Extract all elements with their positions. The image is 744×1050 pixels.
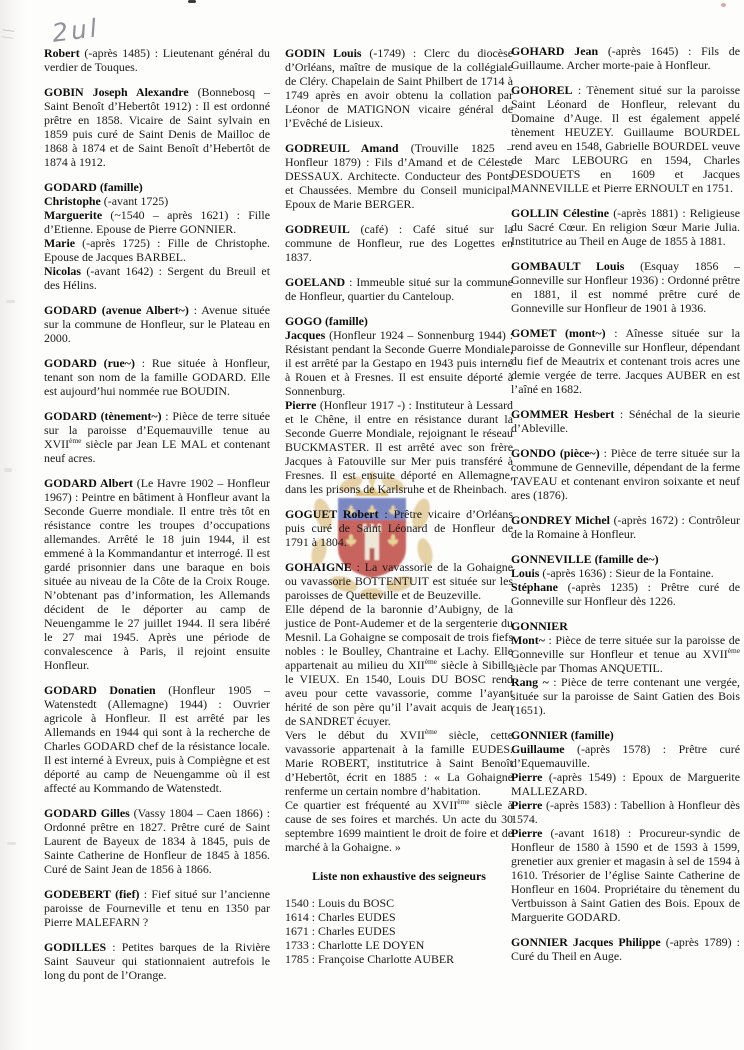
entry-headword: GOELAND bbox=[285, 275, 346, 289]
entry-text: : Prêtre vicaire d’Orléans puis curé de Saint Léonard de Honfleur de 1791 à 1804. bbox=[285, 507, 513, 549]
entry-text: (-après 1485) : Lieutenant général du verdier de Touques. bbox=[44, 46, 270, 74]
entry-text: 1733 : Charlotte LE DOYEN bbox=[285, 938, 425, 952]
dictionary-entry bbox=[511, 206, 740, 248]
entry-text: (-après 1725) : Fille de Christophe. Epouse de Jacques BARBEL. bbox=[44, 236, 270, 264]
dictionary-entry bbox=[511, 513, 740, 541]
entry-paragraph bbox=[511, 206, 740, 248]
dictionary-entry bbox=[285, 46, 513, 130]
entry-text: : Aînesse située sur la paroisse de Gonneville sur Honfleur, dépendant du fief de Meautrix et contenant trois acres une demie vergée de terre. Jacques AUBER en est l’aîné en 1682. bbox=[511, 326, 740, 396]
ordinal-superscript: ème bbox=[457, 797, 470, 807]
entry-paragraph bbox=[511, 770, 740, 798]
entry-text: : Rue située à Honfleur, tenant son nom de la famille GODARD. Elle est aujourd’hui nommée rue BOUDIN. bbox=[44, 356, 270, 398]
entry-headword: Marie bbox=[44, 236, 76, 250]
dictionary-entry bbox=[285, 507, 513, 549]
entry-paragraph bbox=[44, 356, 270, 398]
dictionary-entry bbox=[511, 552, 740, 608]
ordinal-superscript: ème bbox=[727, 646, 740, 656]
entry-text: (-avant 1725) bbox=[100, 194, 169, 208]
entry-paragraph bbox=[511, 798, 740, 826]
dictionary-entry bbox=[285, 141, 513, 211]
dictionary-entry bbox=[511, 326, 740, 396]
entry-paragraph bbox=[511, 83, 740, 195]
dictionary-entry bbox=[511, 407, 740, 435]
entry-paragraph bbox=[44, 887, 270, 929]
entry-headword: GODARD (rue~) bbox=[44, 356, 135, 370]
entry-text: (Honfleur 1917 -) : Instituteur à Lessard et le Chêne, il entre en résistance durant la Seconde Guerre Mondiale, rejoignant le réseau BUCKMASTER. Il est arrêté avec son frère Jacques à Fatouville sur Mer puis transféré à Fresnes. Il est ensuite déporté en Allemagne, dans les prisons de Karlsruhe et de Rheinbach. bbox=[285, 398, 513, 496]
entry-text: (-après 1645) : Fils de Guillaume. Archer morte-paie à Honfleur. bbox=[511, 44, 740, 72]
ordinal-superscript: ème bbox=[424, 727, 438, 737]
entry-headword: GODARD (famille) bbox=[44, 180, 143, 194]
entry-text: Vers le début du XVII bbox=[285, 728, 425, 742]
entry-text: : La vavassorie de la Gohaigne ou vavassorie BOTTENTUIT est située sur les paroisses de Quetteville et de Beuzeville. bbox=[285, 560, 513, 602]
entry-paragraph bbox=[44, 940, 270, 982]
entry-text: siècle à Sibille le VIEUX. En 1540, Louis DU BOSC rend aveu pour cette vavassorie, comme l’ayant hérité de son père qu’il l’avait acquis de Jean de SANDRET écuyer. bbox=[285, 658, 513, 728]
dictionary-entry bbox=[44, 940, 270, 982]
entry-paragraph bbox=[285, 602, 513, 728]
entry-paragraph bbox=[285, 507, 513, 549]
entry-text: (-après 1549) : Epoux de Marguerite MALLEZARD. bbox=[511, 770, 740, 798]
entry-headword: Marguerite bbox=[44, 208, 103, 222]
entry-text: (café) : Café situé sur la commune de Honfleur, rue des Logettes en 1837. bbox=[285, 222, 513, 264]
entry-paragraph bbox=[285, 560, 513, 602]
dictionary-entry bbox=[285, 314, 513, 496]
entry-text: : Avenue située sur la commune de Honfleur, sur le Plateau en 2000. bbox=[44, 303, 270, 345]
dictionary-entry bbox=[285, 869, 513, 883]
dictionary-entry bbox=[285, 222, 513, 264]
entry-headword: Guillaume bbox=[511, 742, 565, 756]
entry-paragraph bbox=[511, 742, 740, 770]
column-left bbox=[44, 46, 270, 982]
entry-text: (-après 1578) : Prêtre curé d’Equemauville. bbox=[511, 742, 740, 770]
entry-headword: Pierre bbox=[511, 826, 543, 840]
entry-headword: GODREUIL Amand bbox=[285, 141, 399, 155]
entry-paragraph bbox=[285, 728, 513, 798]
entry-text: : Pièce de terre située sur la commune de Genneville, dépendant de la ferme TAVEAU et contenant environ soixante et neuf ares (1876). bbox=[511, 446, 740, 502]
dictionary-entry bbox=[511, 259, 740, 315]
entry-paragraph bbox=[285, 314, 513, 328]
entry-text: (-après 1881) : Religieuse du Sacré Cœur. En religion Sœur Marie Julia. Institutrice au Theil en Auge de 1855 à 1881. bbox=[511, 206, 740, 248]
entry-text: (-avant 1618) : Procureur-syndic de Honfleur de 1580 à 1590 et de 1593 à 1599, grenetier aux grenier et magasin à sel de 1594 à 1610. Trésorier de l’église Sainte Catherine de Honfleur en 1604. Propriétaire du tènement du Vertbuisson à Saint Gatien des Bois. Epoux de Marguerite GODARD. bbox=[511, 826, 740, 924]
entry-paragraph bbox=[511, 935, 740, 963]
entry-paragraph bbox=[511, 633, 740, 675]
entry-headword: Pierre bbox=[511, 798, 543, 812]
entry-headword: GOLLIN Célestine bbox=[511, 206, 609, 220]
entry-paragraph bbox=[44, 236, 270, 264]
scan-smudge bbox=[6, 300, 15, 303]
entry-headword: GOBIN Joseph Alexandre bbox=[44, 85, 189, 99]
entry-paragraph bbox=[511, 619, 740, 633]
entry-headword: GONNIER (famille) bbox=[511, 728, 614, 742]
entry-headword: GOGO (famille) bbox=[285, 314, 368, 328]
entry-text: 1614 : Charles EUDES bbox=[285, 910, 396, 924]
entry-paragraph bbox=[285, 896, 513, 910]
entry-text: (-1749) : Clerc du diocèse d’Orléans, maître de musique de la collégiale de Cléry. Chapelain de Saint Philbert de 1714 à 1749 après en avoir obtenu la collation par Léonor de MATIGNON vicaire général de l’Evêché de Lisieux. bbox=[285, 46, 513, 130]
entry-paragraph bbox=[511, 728, 740, 742]
entry-paragraph bbox=[511, 552, 740, 566]
dictionary-entry bbox=[44, 806, 270, 876]
entry-paragraph bbox=[285, 869, 513, 883]
entry-paragraph bbox=[44, 85, 270, 169]
entry-text: siècle par Thomas ANQUETIL. bbox=[511, 661, 663, 675]
entry-paragraph bbox=[285, 46, 513, 130]
dictionary-entry bbox=[285, 275, 513, 303]
dictionary-entry bbox=[511, 44, 740, 72]
entry-paragraph bbox=[511, 566, 740, 580]
entry-text: : Pièce de terre contenant une vergée, située sur la paroisse de Saint Gatien des Bois (1651). bbox=[511, 675, 740, 717]
entry-text: siècle par Jean LE MAL et contenant neuf acres. bbox=[44, 437, 270, 465]
entry-text: : Immeuble situé sur la commune de Honfleur, quartier du Canteloup. bbox=[285, 275, 513, 303]
dictionary-entry bbox=[511, 83, 740, 195]
dictionary-entry bbox=[511, 446, 740, 502]
entry-headword: GODARD Donatien bbox=[44, 683, 156, 697]
entry-headword: Christophe bbox=[44, 194, 101, 208]
entry-headword: GONNEVILLE (famille de~) bbox=[511, 552, 659, 566]
entry-text: 1540 : Louis du BOSC bbox=[285, 896, 395, 910]
entry-headword: GOHAIGNE bbox=[285, 560, 352, 574]
entry-text: (~1540 – après 1621) : Fille d’Etienne. Epouse de Pierre GONNIER. bbox=[44, 208, 270, 236]
entry-paragraph bbox=[285, 910, 513, 924]
dictionary-entry bbox=[44, 683, 270, 795]
entry-paragraph bbox=[511, 513, 740, 541]
scan-smudge bbox=[4, 468, 12, 472]
entry-paragraph bbox=[44, 806, 270, 876]
entry-text: siècle, cette vavassorie appartenait à la famille EUDES. Marie ROBERT, institutrice à Saint Benoît d’Hebertôt, écrit en 1885 : « La Gohaigne renferme un certain nombre d’habitation. bbox=[285, 728, 513, 798]
dictionary-entry bbox=[44, 476, 270, 672]
entry-paragraph bbox=[285, 275, 513, 303]
scan-smudge bbox=[7, 842, 16, 845]
entry-headword: Jacques bbox=[285, 328, 326, 342]
entry-paragraph bbox=[285, 924, 513, 938]
entry-text: 1785 : Françoise Charlotte AUBER bbox=[285, 952, 455, 966]
entry-headword: GODREUIL bbox=[285, 222, 350, 236]
dictionary-entry bbox=[44, 85, 270, 169]
entry-headword: GODARD (tènement~) bbox=[44, 409, 162, 423]
dictionary-entry bbox=[285, 896, 513, 966]
dictionary-entry bbox=[44, 180, 270, 292]
entry-text: (Le Havre 1902 – Honfleur 1967) : Peintre en bâtiment à Honfleur avant la Seconde Guerre mondiale. Il entre très tôt en résistance contre les troupes d’occupations allemandes. Arrêté le 18 juin 1944, il est emmené à la Kommandantur et interrogé. Il est gardé prisonnier dans une baraque en bois située au niveau de la Côte de la Croix Rouge. N’obtenant pas d’information, les Allemands décident de le déporter au camp de Neuengamme le 27 juillet 1944. Il sera libéré le 27 mai 1945. Après une période de convalescence à Paris, il rejoint ensuite Honfleur. bbox=[44, 476, 271, 672]
entry-text: : Pièce de terre située sur la paroisse d’Equemauville tenue au XVII bbox=[44, 409, 270, 451]
entry-paragraph bbox=[285, 222, 513, 264]
entry-headword: Robert bbox=[44, 46, 80, 60]
dictionary-entry bbox=[285, 560, 513, 854]
entry-headword: GODARD Gilles bbox=[44, 806, 130, 820]
entry-headword: GODARD (avenue Albert~) bbox=[44, 303, 189, 317]
entry-paragraph bbox=[511, 675, 740, 717]
entry-paragraph bbox=[285, 798, 513, 854]
entry-text: (-après 1583) : Tabellion à Honfleur dès 1574. bbox=[511, 798, 740, 826]
entry-text: (-avant 1642) : Sergent du Breuil et des Hélins. bbox=[44, 264, 270, 292]
entry-text: (Honfleur 1924 – Sonnenburg 1944) : Résistant pendant la Seconde Guerre Mondiale, il est arrêté par la Gestapo en 1943 puis interné à Rouen et à Fresnes. Il est ensuite déporté à Sonnenburg. bbox=[285, 328, 513, 398]
entry-headword: GOMMER Hesbert bbox=[511, 407, 615, 421]
entry-headword: Pierre bbox=[511, 770, 543, 784]
entry-text: (-après 1235) : Prêtre curé de Gonneville sur Honfleur dès 1226. bbox=[511, 580, 740, 608]
dictionary-entry bbox=[44, 887, 270, 929]
entry-text: : Sénéchal de la sieurie d’Ableville. bbox=[511, 407, 741, 435]
entry-headword: Stéphane bbox=[511, 580, 558, 594]
entry-text: : Petites barques de la Rivière Saint Sauveur qui stationnaient autrefois le long du pont de l’Orange. bbox=[44, 940, 270, 982]
scan-speck bbox=[188, 0, 196, 3]
dictionary-entry bbox=[44, 409, 270, 465]
entry-paragraph bbox=[44, 264, 270, 292]
entry-headword: Nicolas bbox=[44, 264, 81, 278]
entry-paragraph bbox=[44, 180, 270, 194]
entry-headword: Rang ~ bbox=[511, 675, 549, 689]
entry-paragraph bbox=[44, 46, 270, 74]
entry-headword: GOGUET Robert bbox=[285, 507, 379, 521]
entry-paragraph bbox=[285, 328, 513, 398]
column-middle bbox=[285, 46, 513, 966]
entry-paragraph bbox=[44, 303, 270, 345]
entry-headword: GOHARD Jean bbox=[511, 44, 599, 58]
entry-text: (Esquay 1856 – Gonneville sur Honfleur 1936) : Ordonné prêtre en 1881, il est nommé prêtre curé de Gonneville sur Honfleur de 1901 à 1936. bbox=[511, 259, 741, 315]
entry-paragraph bbox=[44, 409, 270, 465]
entry-paragraph bbox=[511, 407, 740, 435]
entry-paragraph bbox=[44, 208, 270, 236]
entry-text: 1671 : Charles EUDES bbox=[285, 924, 396, 938]
entry-text: (-après 1789) : Curé du Theil en Auge. bbox=[511, 935, 740, 963]
entry-text: (Bonnebosq – Saint Benoît d’Hebertôt 1912) : Il est ordonné prêtre en 1858. Vicaire de Saint sylvain en 1859 puis curé de Saint Denis de Mailloc de 1868 à 1874 et de Saint Benoît d’Hebertôt de 1874 à 1912. bbox=[44, 85, 270, 169]
entry-text: (-après 1636) : Sieur de la Fontaine. bbox=[539, 566, 714, 580]
dictionary-entry bbox=[511, 935, 740, 963]
entry-headword: GODIN Louis bbox=[285, 46, 362, 60]
ordinal-superscript: ème bbox=[69, 436, 82, 446]
entry-text: (Trouville 1825 – Honfleur 1879) : Fils d’Amand et de Céleste DESSAUX. Architecte. Conducteur des Ponts et Chaussées. Membre du Conseil municipal. Epoux de Marie BERGER. bbox=[285, 141, 513, 211]
entry-paragraph bbox=[511, 826, 740, 924]
entry-headword: Pierre bbox=[285, 398, 317, 412]
entry-headword: GONNIER Jacques Philippe bbox=[511, 935, 661, 949]
entry-paragraph bbox=[285, 141, 513, 211]
entry-text: (-après 1672) : Contrôleur de la Romaine à Honfleur. bbox=[511, 513, 740, 541]
entry-paragraph bbox=[285, 938, 513, 952]
dictionary-entry bbox=[511, 619, 740, 717]
entry-text: Elle dépend de la baronnie d’Aubigny, de la justice de Pont-Audemer et de la sergenterie du Mesnil. La Gohaigne se composait de trois fiefs nobles : le Boulley, Chantraine et Lachy. Elle appartenait au milieu du XII bbox=[285, 602, 513, 672]
entry-paragraph bbox=[511, 580, 740, 608]
entry-text: (Vassy 1804 – Caen 1866) : Ordonné prêtre en 1827. Prêtre curé de Saint Laurent de Bayeux de 1834 à 1845, puis de Sainte Catherine de Honfleur de 1845 à 1856. Curé de Saint Jean de 1856 à 1866. bbox=[44, 806, 270, 876]
entry-paragraph bbox=[44, 476, 270, 672]
entry-headword: Louis bbox=[511, 566, 540, 580]
entry-headword: GODARD Albert bbox=[44, 476, 133, 490]
entry-headword: GOMET (mont~) bbox=[511, 326, 606, 340]
handwritten-page-number: 2ul bbox=[50, 13, 102, 48]
column-right bbox=[511, 44, 740, 963]
dictionary-entry bbox=[44, 46, 270, 74]
entry-text: : Tènement situé sur la paroisse Saint Léonard de Honfleur, relevant du Domaine d’Auge. Il est également appelé tènement HEUZEY. Guillaume BOURDEL rend aveu en 1548, Gabrielle BOURDEL veuve de Marc LEBOURG en 1594, Charles DESDOUETS en 1609 et Jacques MANNEVILLE et Pierre ERNOULT en 1751. bbox=[511, 83, 740, 195]
entry-text: (Honfleur 1905 – Watenstedt (Allemagne) 1944) : Ouvrier agricole à Honfleur. Il est arrêté par les Allemands en 1944 qui sont à la recherche de Charles GODARD chef de la résistance locale. Il est interné à Evreux, puis à Compiègne et est déporté au camp de Neuengamme où il est affecté au Kommando de Watenstedt. bbox=[44, 683, 270, 795]
ordinal-superscript: ème bbox=[424, 657, 437, 667]
pencil-mark bbox=[2, 29, 15, 39]
entry-text: siècle à cause de ses foires et marchés. Un acte du 30 septembre 1699 maintient le droit de foire et de marché à la Gohaigne. » bbox=[285, 798, 513, 854]
entry-headword: GOHOREL bbox=[511, 83, 573, 97]
scan-speck bbox=[721, 3, 726, 7]
entry-text: : Pièce de terre située sur la paroisse de Gonneville sur Honfleur et tenue au XVII bbox=[511, 633, 740, 661]
entry-paragraph bbox=[511, 446, 740, 502]
entry-headword: GODEBERT (fief) bbox=[44, 887, 140, 901]
entry-headword: GOMBAULT Louis bbox=[511, 259, 625, 273]
entry-paragraph bbox=[285, 398, 513, 496]
dictionary-entry bbox=[511, 728, 740, 924]
entry-paragraph bbox=[285, 952, 513, 966]
entry-headword: Liste non exhaustive des seigneurs bbox=[312, 869, 486, 883]
entry-text: : Fief situé sur l’ancienne paroisse de Fourneville et tenu en 1350 par Pierre MALEFARN ? bbox=[44, 887, 271, 929]
entry-paragraph bbox=[511, 326, 740, 396]
entry-headword: Mont~ bbox=[511, 633, 545, 647]
entry-headword: GODILLES bbox=[44, 940, 107, 954]
dictionary-entry bbox=[44, 303, 270, 345]
entry-text: Ce quartier est fréquenté au XVII bbox=[285, 798, 458, 812]
dictionary-entry bbox=[44, 356, 270, 398]
entry-headword: GONNIER bbox=[511, 619, 568, 633]
entry-paragraph bbox=[511, 259, 740, 315]
entry-headword: GONDREY Michel bbox=[511, 513, 610, 527]
entry-paragraph bbox=[44, 194, 270, 208]
entry-paragraph bbox=[44, 683, 270, 795]
entry-headword: GONDO (pièce~) bbox=[511, 446, 600, 460]
entry-paragraph bbox=[511, 44, 740, 72]
